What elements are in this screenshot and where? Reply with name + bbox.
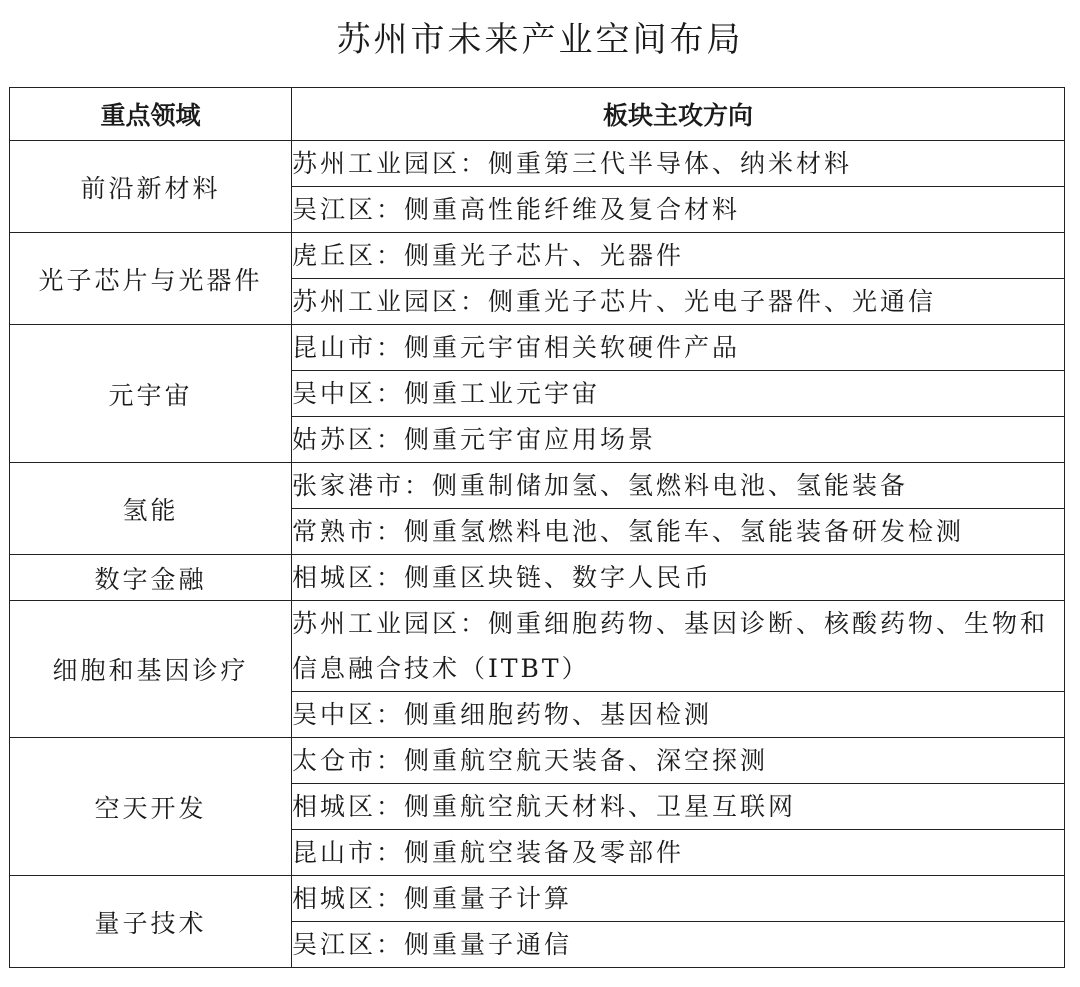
table-row	[10, 141, 1065, 187]
direction-cell: 苏州工业园区：侧重光子芯片、光电子器件、光通信	[292, 279, 1065, 325]
table-row	[10, 325, 1065, 371]
page-title: 苏州市未来产业空间布局	[336, 20, 744, 60]
direction-cell: 常熟市：侧重氢燃料电池、氢能车、氢能装备研发检测	[292, 509, 1065, 555]
direction-cell: 相城区：侧重区块链、数字人民币	[292, 555, 1065, 601]
direction-cell: 昆山市：侧重航空装备及零部件	[292, 830, 1065, 876]
direction-cell: 太仓市：侧重航空航天装备、深空探测	[292, 738, 1065, 784]
table-row	[10, 233, 1065, 279]
direction-cell: 吴江区：侧重量子通信	[292, 922, 1065, 968]
area-cell: 细胞和基因诊疗	[10, 601, 292, 738]
table-row	[10, 601, 1065, 692]
area-cell: 数字金融	[10, 555, 292, 601]
table-row	[10, 876, 1065, 922]
table-row	[10, 555, 1065, 601]
direction-cell: 虎丘区：侧重光子芯片、光器件	[292, 233, 1065, 279]
header-key-area: 重点领域	[10, 88, 292, 141]
direction-cell: 相城区：侧重量子计算	[292, 876, 1065, 922]
area-cell: 元宇宙	[10, 325, 292, 463]
table-row	[10, 738, 1065, 784]
direction-cell: 吴中区：侧重工业元宇宙	[292, 371, 1065, 417]
direction-cell: 吴江区：侧重高性能纤维及复合材料	[292, 187, 1065, 233]
table-row	[10, 463, 1065, 509]
area-cell: 量子技术	[10, 876, 292, 968]
header-row	[10, 88, 1065, 141]
direction-cell: 苏州工业园区：侧重第三代半导体、纳米材料	[292, 141, 1065, 187]
area-cell: 前沿新材料	[10, 141, 292, 233]
industry-layout-table	[9, 87, 1065, 968]
direction-cell: 相城区：侧重航空航天材料、卫星互联网	[292, 784, 1065, 830]
area-cell: 光子芯片与光器件	[10, 233, 292, 325]
area-cell: 氢能	[10, 463, 292, 555]
direction-cell: 昆山市：侧重元宇宙相关软硬件产品	[292, 325, 1065, 371]
direction-cell: 吴中区：侧重细胞药物、基因检测	[292, 692, 1065, 738]
direction-cell: 张家港市：侧重制储加氢、氢燃料电池、氢能装备	[292, 463, 1065, 509]
direction-cell: 姑苏区：侧重元宇宙应用场景	[292, 417, 1065, 463]
direction-cell: 苏州工业园区：侧重细胞药物、基因诊断、核酸药物、生物和信息融合技术（ITBT）	[292, 601, 1065, 692]
area-cell: 空天开发	[10, 738, 292, 876]
header-direction: 板块主攻方向	[292, 88, 1065, 141]
